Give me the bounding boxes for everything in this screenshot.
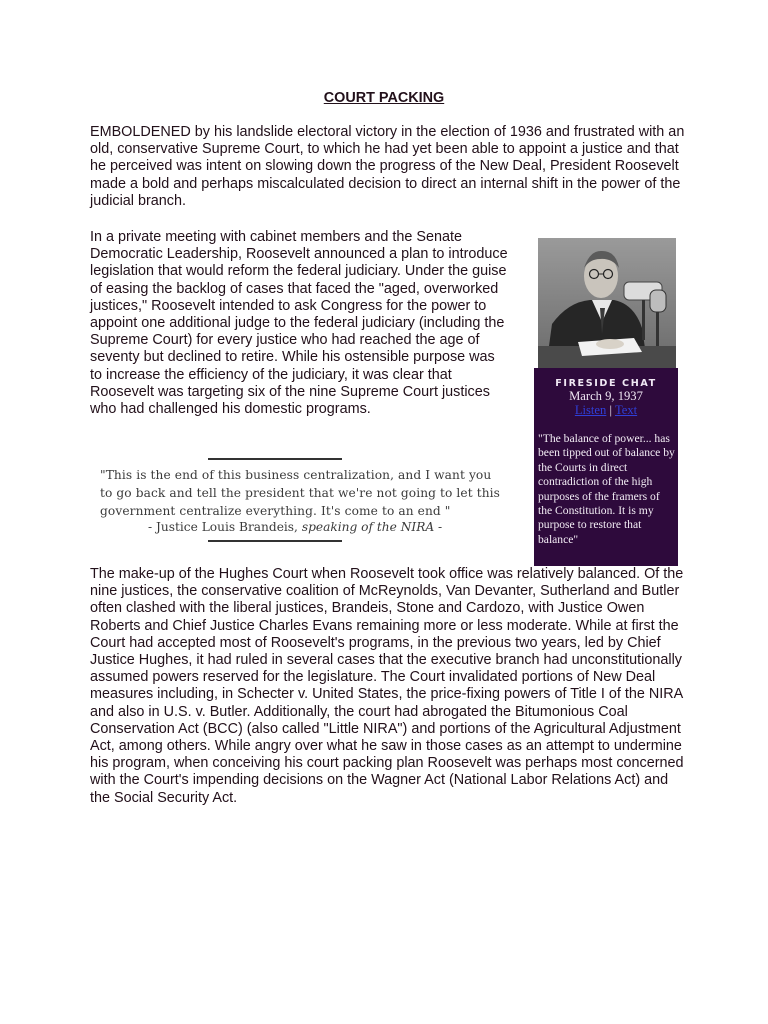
fireside-chat-quote: "The balance of power... has been tipped out of balance by the Courts in direct contradiction of the high purposes of the framers of the Constitution. It is my purpose to restore that balance"	[538, 432, 675, 546]
text-link[interactable]: Text	[614, 403, 638, 417]
link-separator: |	[609, 403, 613, 417]
quote-attribution-end: -	[438, 520, 443, 534]
quote-attribution	[148, 520, 478, 534]
fireside-chat-links	[534, 403, 678, 418]
roosevelt-photo	[538, 238, 676, 368]
quote-top-rule	[208, 458, 342, 460]
fireside-chat-heading: FIRESIDE CHAT	[555, 378, 657, 389]
roosevelt-photo-image	[538, 238, 676, 368]
brandeis-quote-block	[90, 454, 510, 546]
quote-attribution-name: - Justice Louis Brandeis,	[148, 520, 298, 534]
paragraph-intro: EMBOLDENED by his landslide electoral victory in the election of 1936 and frustrated with an old, conservative Supreme Court, to which he had yet been able to appoint a justice and that he perceived was intent on slowing down the progress of the New Deal, President Roosevelt made a bold and perhaps miscalculated decision to direct an internal shift in the power of the judicial branch.	[90, 124, 685, 209]
paragraph-plan: In a private meeting with cabinet members and the Senate Democratic Leadership, Roosevelt announced a plan to introduce legislation that would reform the federal judiciary. Under the guise of easing the backlog of cases that faced the "aged, overworked justices," Roosevelt intended to ask Congress for the power to appoint one additional judge to the federal judiciary (including the Supreme Court) for every justice who had reached the age of seventy but declined to retire. While his ostensible purpose was to increase the efficiency of the judiciary, it was clear that Roosevelt was targeting six of the nine Supreme Court justices who had challenged his domestic programs.	[90, 229, 508, 418]
quote-text: "This is the end of this business centralization, and I want you to go back and tell the president that we're not going to let this government centralize everything. It's come to an end "	[100, 468, 501, 518]
paragraph-hughes-court: The make-up of the Hughes Court when Roosevelt took office was relatively balanced. Of the nine justices, the conservative coalition of McReynolds, Van Devanter, Sutherland and Butler often clashed with the liberal justices, Brandeis, Stone and Cardozo, with Justice Owen Roberts and Chief Justice Charles Evans remaining more or less moderate. While at first the Court had accepted most of Roosevelt's programs, in the previous two years, led by Chief Justice Hughes, it had ruled in several cases that the executive branch had unconstitutionally assumed powers reserved for the legislature. The Court invalidated portions of New Deal measures including, in Schecter v. United States, the price-fixing powers of Title I of the NIRA and also in U.S. v. Butler. Additionally, the court had abrogated the Bitumonious Coal Conservation Act (BCC) (also called "Little NIRA") and portions of the Agricultural Adjustment Act, among others. While angry over what he saw in those cases as an attempt to undermine his program, when conceiving his court packing plan Roosevelt was perhaps most concerned with the Court's impending decisions on the Wagner Act (National Labor Relations Act) and the Social Security Act.	[90, 566, 684, 806]
quote-attribution-context: speaking of the NIRA	[301, 520, 435, 534]
listen-link[interactable]: Listen	[574, 403, 607, 417]
document-title: COURT PACKING	[323, 90, 445, 106]
fireside-chat-date: March 9, 1937	[569, 389, 643, 403]
fireside-chat-box	[534, 368, 678, 566]
quote-bottom-rule	[208, 540, 342, 542]
